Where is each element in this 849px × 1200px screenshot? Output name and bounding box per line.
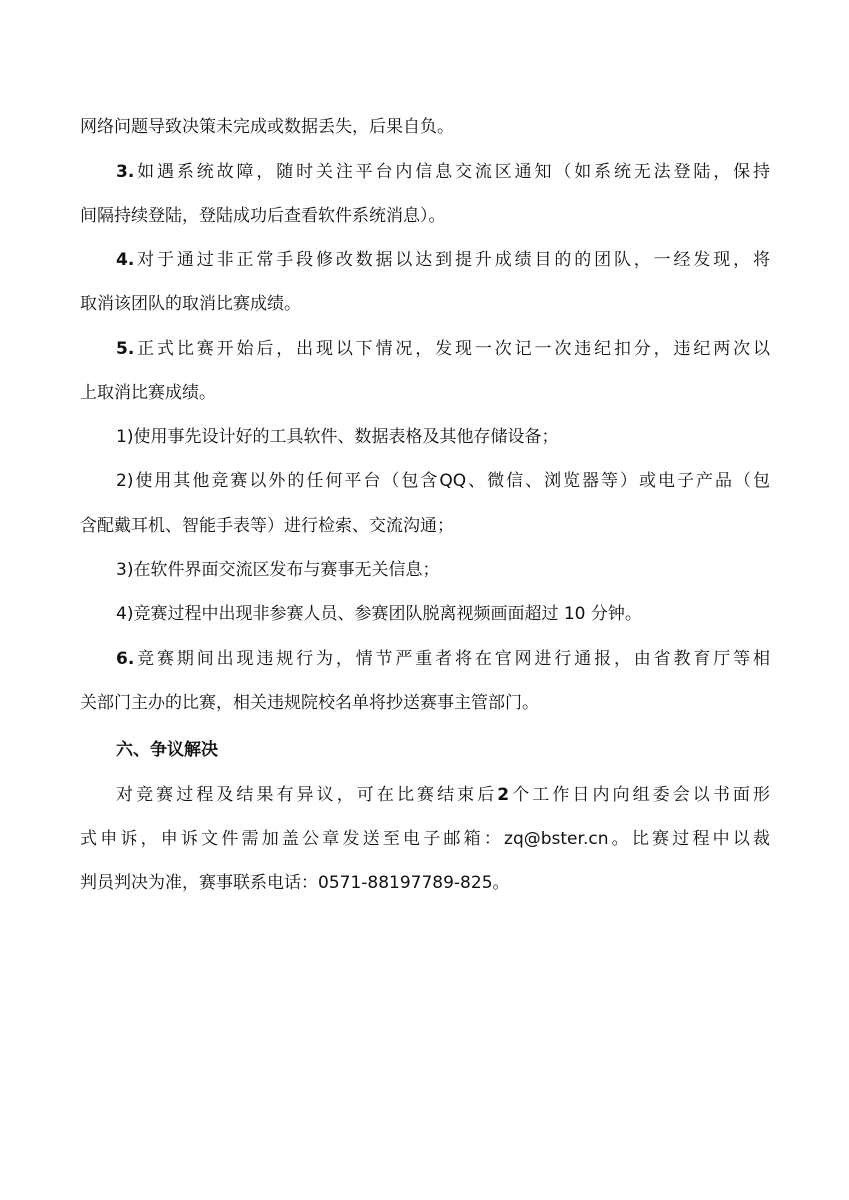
item-number: 4. xyxy=(116,250,135,270)
text-line xyxy=(80,292,770,316)
text-line xyxy=(116,783,770,807)
text-span: 网络问题导致决策未完成或数据丢失，后果自负。 xyxy=(80,117,454,137)
text-span: 。比赛过程中以裁 xyxy=(608,829,771,849)
text-span: 1)使用事先设计好的工具软件、数据表格及其他存储设备； xyxy=(116,427,559,447)
text-span: 正式比赛开始后，出现以下情况，发现一次记一次违纪扣分，违纪两次以 xyxy=(134,339,770,359)
text-span: 取消该团队的取消比赛成绩。 xyxy=(80,294,301,314)
text-span: 上取消比赛成绩。 xyxy=(80,383,216,403)
item-number: 5. xyxy=(116,339,135,359)
text-line xyxy=(80,827,770,851)
section-heading xyxy=(116,738,770,762)
text-span: 2)使用其他竞赛以外的任何平台（包含QQ、微信、浏览器等）或电子产品（包 xyxy=(116,471,770,491)
text-span: 判员判决为准，赛事联系电话： xyxy=(80,873,318,893)
text-line xyxy=(116,337,770,361)
text-span: 对竞赛过程及结果有异议，可在比赛结束后 xyxy=(116,785,498,805)
text-line xyxy=(116,160,770,184)
text-span: 4)竞赛过程中出现非参赛人员、参赛团队脱离视频画面超过 10 分钟。 xyxy=(116,604,642,624)
text-line xyxy=(80,514,770,538)
text-line xyxy=(116,425,770,449)
contact-phone: 0571-88197789-825 xyxy=(318,873,493,893)
text-span: 。 xyxy=(492,873,510,893)
item-number: 3. xyxy=(116,162,135,182)
text-line xyxy=(80,691,770,715)
text-span: 竞赛期间出现违规行为，情节严重者将在官网进行通报，由省教育厅等相 xyxy=(134,649,770,669)
text-line xyxy=(80,871,770,895)
item-number: 6. xyxy=(116,649,135,669)
text-span: 对于通过非正常手段修改数据以达到提升成绩目的的团队，一经发现，将 xyxy=(134,250,770,270)
contact-email: zq@bster.cn xyxy=(504,829,609,849)
text-line xyxy=(80,381,770,405)
text-span: 间隔持续登陆，登陆成功后查看软件系统消息）。 xyxy=(80,206,446,226)
text-line xyxy=(116,602,770,626)
text-span: 如遇系统故障，随时关注平台内信息交流区通知（如系统无法登陆，保持 xyxy=(134,162,770,182)
text-line xyxy=(80,204,770,228)
text-span: 式申诉，申诉文件需加盖公章发送至电子邮箱： xyxy=(80,829,505,849)
text-line xyxy=(116,647,770,671)
text-line xyxy=(116,558,770,582)
heading-text: 六、争议解决 xyxy=(116,740,218,760)
text-span: 关部门主办的比赛，相关违规院校名单将抄送赛事主管部门。 xyxy=(80,693,539,713)
text-span: 含配戴耳机、智能手表等）进行检索、交流沟通； xyxy=(80,516,454,536)
text-line xyxy=(116,469,770,493)
text-line xyxy=(80,115,770,139)
text-span: 个工作日内向组委会以书面形 xyxy=(509,785,771,805)
text-span: 3)在软件界面交流区发布与赛事无关信息； xyxy=(116,560,440,580)
days-count: 2 xyxy=(497,785,510,805)
text-line xyxy=(116,248,770,272)
